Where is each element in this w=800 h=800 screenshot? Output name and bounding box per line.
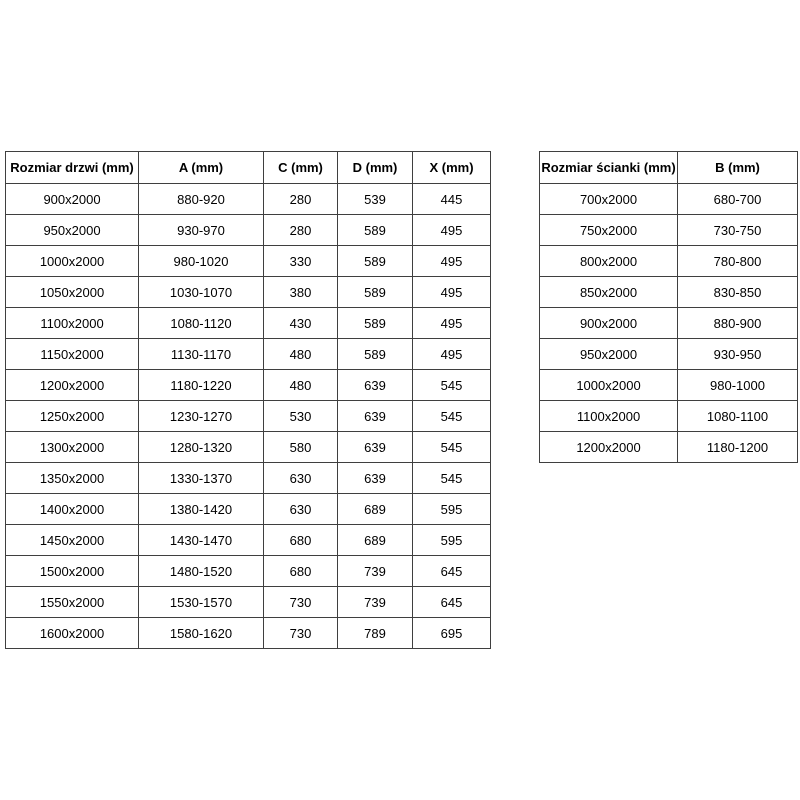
- header-row: [6, 152, 491, 184]
- table-cell: 595: [413, 525, 491, 556]
- table-cell: 545: [413, 370, 491, 401]
- table-cell: 800x2000: [540, 246, 678, 277]
- table-cell: 1330-1370: [139, 463, 264, 494]
- table-cell: 530: [264, 401, 338, 432]
- table-cell: 589: [338, 246, 413, 277]
- table-cell: 589: [338, 308, 413, 339]
- table-cell: 750x2000: [540, 215, 678, 246]
- table-row: [6, 246, 491, 277]
- table-row: [540, 401, 798, 432]
- table-row: [6, 339, 491, 370]
- table-cell: 950x2000: [6, 215, 139, 246]
- table-cell: 830-850: [678, 277, 798, 308]
- table-cell: 850x2000: [540, 277, 678, 308]
- table-cell: 980-1020: [139, 246, 264, 277]
- table-cell: 1080-1120: [139, 308, 264, 339]
- table-cell: 1300x2000: [6, 432, 139, 463]
- wall-sizes-table: [539, 151, 798, 463]
- table-cell: 545: [413, 432, 491, 463]
- table-cell: 689: [338, 525, 413, 556]
- table-row: [6, 184, 491, 215]
- table-cell: 580: [264, 432, 338, 463]
- table-row: [540, 308, 798, 339]
- table-cell: 595: [413, 494, 491, 525]
- table-cell: 1450x2000: [6, 525, 139, 556]
- table-cell: 495: [413, 246, 491, 277]
- table-cell: 445: [413, 184, 491, 215]
- table-cell: 739: [338, 587, 413, 618]
- table-cell: 1550x2000: [6, 587, 139, 618]
- table-cell: 1180-1200: [678, 432, 798, 463]
- column-header: Rozmiar drzwi (mm): [6, 152, 139, 184]
- table-cell: 639: [338, 432, 413, 463]
- table-row: [540, 370, 798, 401]
- column-header: B (mm): [678, 152, 798, 184]
- header-row: [540, 152, 798, 184]
- table-cell: 639: [338, 401, 413, 432]
- table-row: [6, 463, 491, 494]
- table-cell: 1050x2000: [6, 277, 139, 308]
- table-cell: 280: [264, 184, 338, 215]
- table-cell: 1280-1320: [139, 432, 264, 463]
- table-cell: 1080-1100: [678, 401, 798, 432]
- table-row: [6, 618, 491, 649]
- table-cell: 630: [264, 494, 338, 525]
- column-header: Rozmiar ścianki (mm): [540, 152, 678, 184]
- table-row: [540, 339, 798, 370]
- table-cell: 430: [264, 308, 338, 339]
- column-header: C (mm): [264, 152, 338, 184]
- table-cell: 1200x2000: [6, 370, 139, 401]
- table-cell: 1250x2000: [6, 401, 139, 432]
- table-cell: 1150x2000: [6, 339, 139, 370]
- table-cell: 1380-1420: [139, 494, 264, 525]
- table-cell: 539: [338, 184, 413, 215]
- table-cell: 880-900: [678, 308, 798, 339]
- table-cell: 780-800: [678, 246, 798, 277]
- table-cell: 695: [413, 618, 491, 649]
- table-row: [6, 215, 491, 246]
- table-cell: 789: [338, 618, 413, 649]
- table-cell: 1580-1620: [139, 618, 264, 649]
- table-row: [6, 432, 491, 463]
- table-cell: 930-970: [139, 215, 264, 246]
- table-cell: 680: [264, 525, 338, 556]
- table-row: [540, 184, 798, 215]
- table-cell: 1000x2000: [540, 370, 678, 401]
- table-cell: 1530-1570: [139, 587, 264, 618]
- table-row: [540, 277, 798, 308]
- table-cell: 589: [338, 215, 413, 246]
- table-cell: 1600x2000: [6, 618, 139, 649]
- table-row: [6, 525, 491, 556]
- table-cell: 680-700: [678, 184, 798, 215]
- table-cell: 589: [338, 277, 413, 308]
- table-cell: 1230-1270: [139, 401, 264, 432]
- table-cell: 639: [338, 463, 413, 494]
- table-cell: 645: [413, 587, 491, 618]
- table-row: [6, 308, 491, 339]
- table-row: [540, 432, 798, 463]
- table-cell: 1350x2000: [6, 463, 139, 494]
- table-cell: 980-1000: [678, 370, 798, 401]
- table-cell: 630: [264, 463, 338, 494]
- table-cell: 1400x2000: [6, 494, 139, 525]
- column-header: X (mm): [413, 152, 491, 184]
- table-cell: 545: [413, 401, 491, 432]
- table-cell: 545: [413, 463, 491, 494]
- column-header: A (mm): [139, 152, 264, 184]
- table-cell: 1480-1520: [139, 556, 264, 587]
- table-cell: 1200x2000: [540, 432, 678, 463]
- table-cell: 1100x2000: [540, 401, 678, 432]
- table-cell: 645: [413, 556, 491, 587]
- table-row: [6, 277, 491, 308]
- table-row: [6, 587, 491, 618]
- table-cell: 1100x2000: [6, 308, 139, 339]
- door-sizes-table: [5, 151, 491, 649]
- table-cell: 730: [264, 618, 338, 649]
- table-cell: 639: [338, 370, 413, 401]
- table-cell: 1430-1470: [139, 525, 264, 556]
- table-cell: 1030-1070: [139, 277, 264, 308]
- table-cell: 900x2000: [6, 184, 139, 215]
- table-row: [6, 556, 491, 587]
- table-cell: 680: [264, 556, 338, 587]
- table-cell: 950x2000: [540, 339, 678, 370]
- table-cell: 930-950: [678, 339, 798, 370]
- column-header: D (mm): [338, 152, 413, 184]
- table-cell: 589: [338, 339, 413, 370]
- table-cell: 700x2000: [540, 184, 678, 215]
- table-cell: 495: [413, 339, 491, 370]
- table-cell: 280: [264, 215, 338, 246]
- table-cell: 1500x2000: [6, 556, 139, 587]
- table-cell: 480: [264, 339, 338, 370]
- table-cell: 380: [264, 277, 338, 308]
- table-cell: 480: [264, 370, 338, 401]
- table-cell: 1180-1220: [139, 370, 264, 401]
- table-cell: 495: [413, 308, 491, 339]
- table-row: [540, 215, 798, 246]
- table-row: [6, 401, 491, 432]
- table-cell: 880-920: [139, 184, 264, 215]
- table-cell: 689: [338, 494, 413, 525]
- table-cell: 730-750: [678, 215, 798, 246]
- table-cell: 1000x2000: [6, 246, 139, 277]
- table-cell: 1130-1170: [139, 339, 264, 370]
- table-cell: 495: [413, 215, 491, 246]
- table-row: [6, 370, 491, 401]
- table-cell: 495: [413, 277, 491, 308]
- table-cell: 330: [264, 246, 338, 277]
- table-cell: 739: [338, 556, 413, 587]
- table-cell: 730: [264, 587, 338, 618]
- table-cell: 900x2000: [540, 308, 678, 339]
- table-row: [6, 494, 491, 525]
- table-row: [540, 246, 798, 277]
